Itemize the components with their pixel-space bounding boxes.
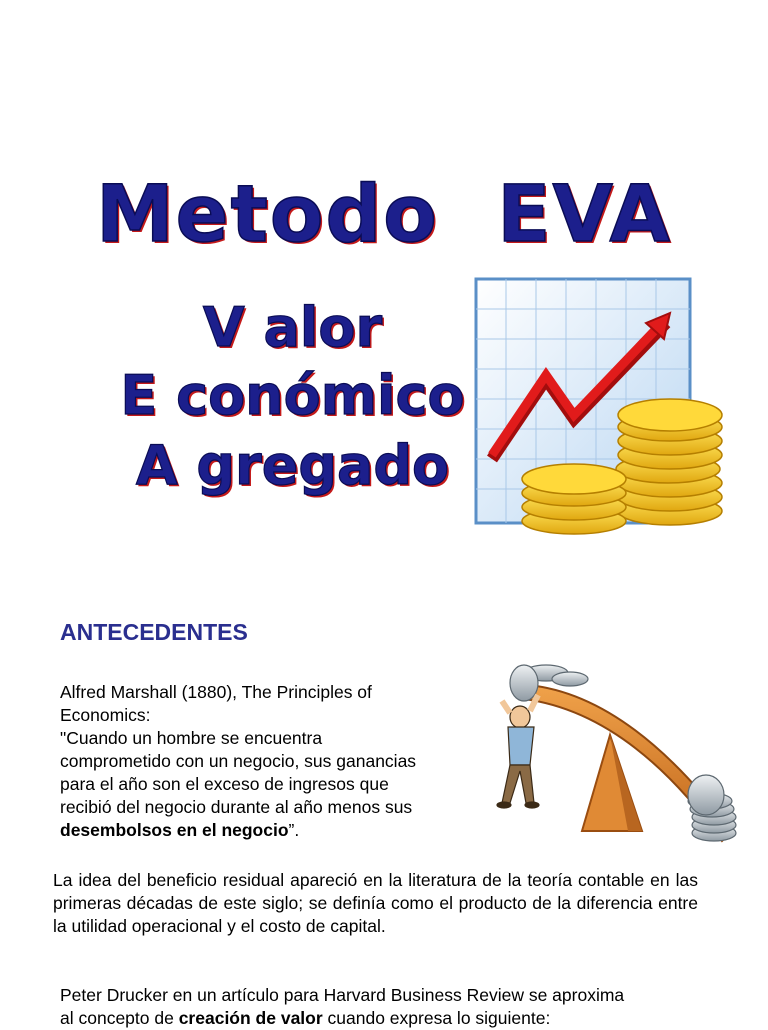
acronym-line-agregado: A gregado [135, 434, 450, 497]
marshall-quote [60, 681, 480, 842]
quote-line: recibió del negocio durante al año menos sus [60, 797, 413, 817]
quote-line: "Cuando un hombre se encuentra [60, 728, 323, 748]
document-title: Metodo EVA [96, 170, 672, 260]
quote-line: comprometido con un negocio, sus ganancias [60, 751, 417, 771]
value-creation-phrase: creación de valor [178, 1008, 323, 1028]
drucker-paragraph [60, 984, 700, 1030]
growth-chart-coins-illustration [470, 273, 728, 535]
quote-line: Economics: [60, 705, 151, 725]
quote-line: para el año son el exceso de ingresos que [60, 774, 389, 794]
residual-income-paragraph: La idea del beneficio residual apareció en la literatura de la teoría contable en las primeras décadas de este siglo; se definía como el producto de la diferencia entre la utilidad operacional y el costo de capital. [53, 870, 698, 936]
acronym-line-valor: V alor [202, 296, 383, 359]
quote-line: Alfred Marshall (1880), The Principles of [60, 682, 372, 702]
drucker-line-1: Peter Drucker en un artículo para Harvard Business Review se aproxima [60, 985, 625, 1005]
quote-line-last [60, 819, 480, 842]
acronym-line-economico: E conómico [120, 364, 465, 427]
quote-bold-phrase: desembolsos en el negocio [60, 820, 289, 840]
drucker-line-2-pre: al concepto de [60, 1008, 179, 1028]
drucker-line-2-post: cuando expresa lo siguiente: [322, 1008, 551, 1028]
seesaw-coins-illustration [480, 655, 755, 870]
quote-closing: ”. [288, 820, 300, 840]
section-heading: ANTECEDENTES [60, 619, 248, 645]
